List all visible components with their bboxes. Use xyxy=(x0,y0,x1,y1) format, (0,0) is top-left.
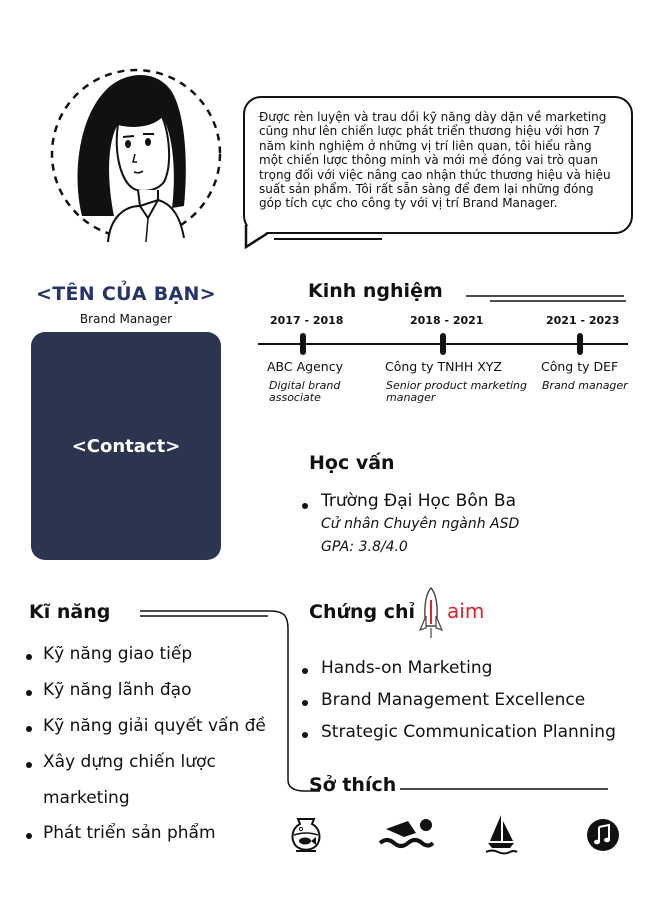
education-gpa: GPA: 3.8/4.0 xyxy=(321,539,408,555)
bullet-dot xyxy=(302,732,308,738)
sailboat-icon xyxy=(484,813,518,855)
avatar xyxy=(48,66,224,242)
skill-item: Phát triển sản phẩm xyxy=(43,823,216,843)
aim-logo-text: aim xyxy=(447,599,485,623)
skill-item: Kỹ năng giải quyết vấn đề xyxy=(43,716,266,736)
timeline-year: 2021 - 2023 xyxy=(546,314,620,327)
timeline-role xyxy=(269,380,340,404)
experience-heading-line xyxy=(466,294,626,304)
timeline-company: Công ty TNHH XYZ xyxy=(385,359,502,374)
role-line: Senior product marketing xyxy=(386,379,528,392)
position-label: Brand Manager xyxy=(79,312,173,326)
certificate-item: Brand Management Excellence xyxy=(321,690,586,710)
music-note-icon xyxy=(586,818,620,852)
rocket-icon xyxy=(418,586,444,640)
fishbowl-icon xyxy=(288,815,324,853)
timeline-year: 2017 - 2018 xyxy=(270,314,344,327)
hobbies-heading: Sở thích xyxy=(309,774,397,796)
about-line: năm kinh nghiệm ở những vị trí liên quan, tôi hiểu rằng xyxy=(259,138,592,153)
bullet-dot xyxy=(302,503,308,509)
about-line: cũng như lên chiến lược phát triển thương hiệu với hơn 7 xyxy=(259,124,601,139)
timeline-company: Công ty DEF xyxy=(541,359,619,374)
timeline-marker xyxy=(300,333,306,355)
bullet-dot xyxy=(26,654,32,660)
about-line: một chiến lược thông minh và mới mẻ đóng vai trò quan xyxy=(259,153,598,168)
education-degree: Cử nhân Chuyên ngành ASD xyxy=(321,516,520,532)
skill-item: Kỹ năng lãnh đạo xyxy=(43,680,192,700)
certificates-heading: Chứng chỉ xyxy=(309,601,416,623)
education-school: Trường Đại Học Bôn Ba xyxy=(321,491,516,511)
skill-item: Xây dựng chiến lược xyxy=(43,752,216,772)
role-line: associate xyxy=(269,391,321,404)
about-line: suất sản phẩm. Tôi rất sẵn sàng để đem lại những đóng xyxy=(259,182,594,197)
about-line: trọng đối với việc nâng cao nhận thức thương hiệu và hiệu xyxy=(259,167,611,182)
role-line: manager xyxy=(386,391,436,404)
bullet-dot xyxy=(26,833,32,839)
role-line: Brand manager xyxy=(542,379,628,392)
contact-card xyxy=(31,332,221,560)
timeline-year: 2018 - 2021 xyxy=(410,314,484,327)
bullet-dot xyxy=(302,668,308,674)
about-line: Được rèn luyện và trau dồi kỹ năng dày dặn về marketing xyxy=(259,110,607,124)
certificate-item: Hands-on Marketing xyxy=(321,658,493,678)
education-heading: Học vấn xyxy=(309,452,395,474)
about-bubble xyxy=(243,96,633,234)
timeline-marker xyxy=(440,333,446,355)
bullet-dot xyxy=(26,726,32,732)
bubble-tail xyxy=(244,225,384,249)
contact-label: <Contact> xyxy=(71,435,181,457)
hobbies-heading-line xyxy=(400,787,610,791)
skill-item: marketing xyxy=(43,788,130,808)
timeline-marker xyxy=(577,333,583,355)
bullet-dot xyxy=(302,700,308,706)
role-line: Digital brand xyxy=(269,379,341,392)
timeline-role xyxy=(542,380,628,392)
about-line: góp tích cực cho công ty với vị trí Brand Manager. xyxy=(259,196,558,211)
swimming-icon xyxy=(378,815,434,853)
bullet-dot xyxy=(26,762,32,768)
bullet-dot xyxy=(26,690,32,696)
certificate-item: Strategic Communication Planning xyxy=(321,722,616,742)
experience-heading: Kinh nghiệm xyxy=(308,280,443,302)
skills-heading: Kĩ năng xyxy=(29,601,111,623)
timeline-company: ABC Agency xyxy=(267,359,343,374)
name-title: <TÊN CỦA BẠN> xyxy=(36,283,216,305)
timeline-role xyxy=(386,380,527,404)
skill-item: Kỹ năng giao tiếp xyxy=(43,644,193,664)
